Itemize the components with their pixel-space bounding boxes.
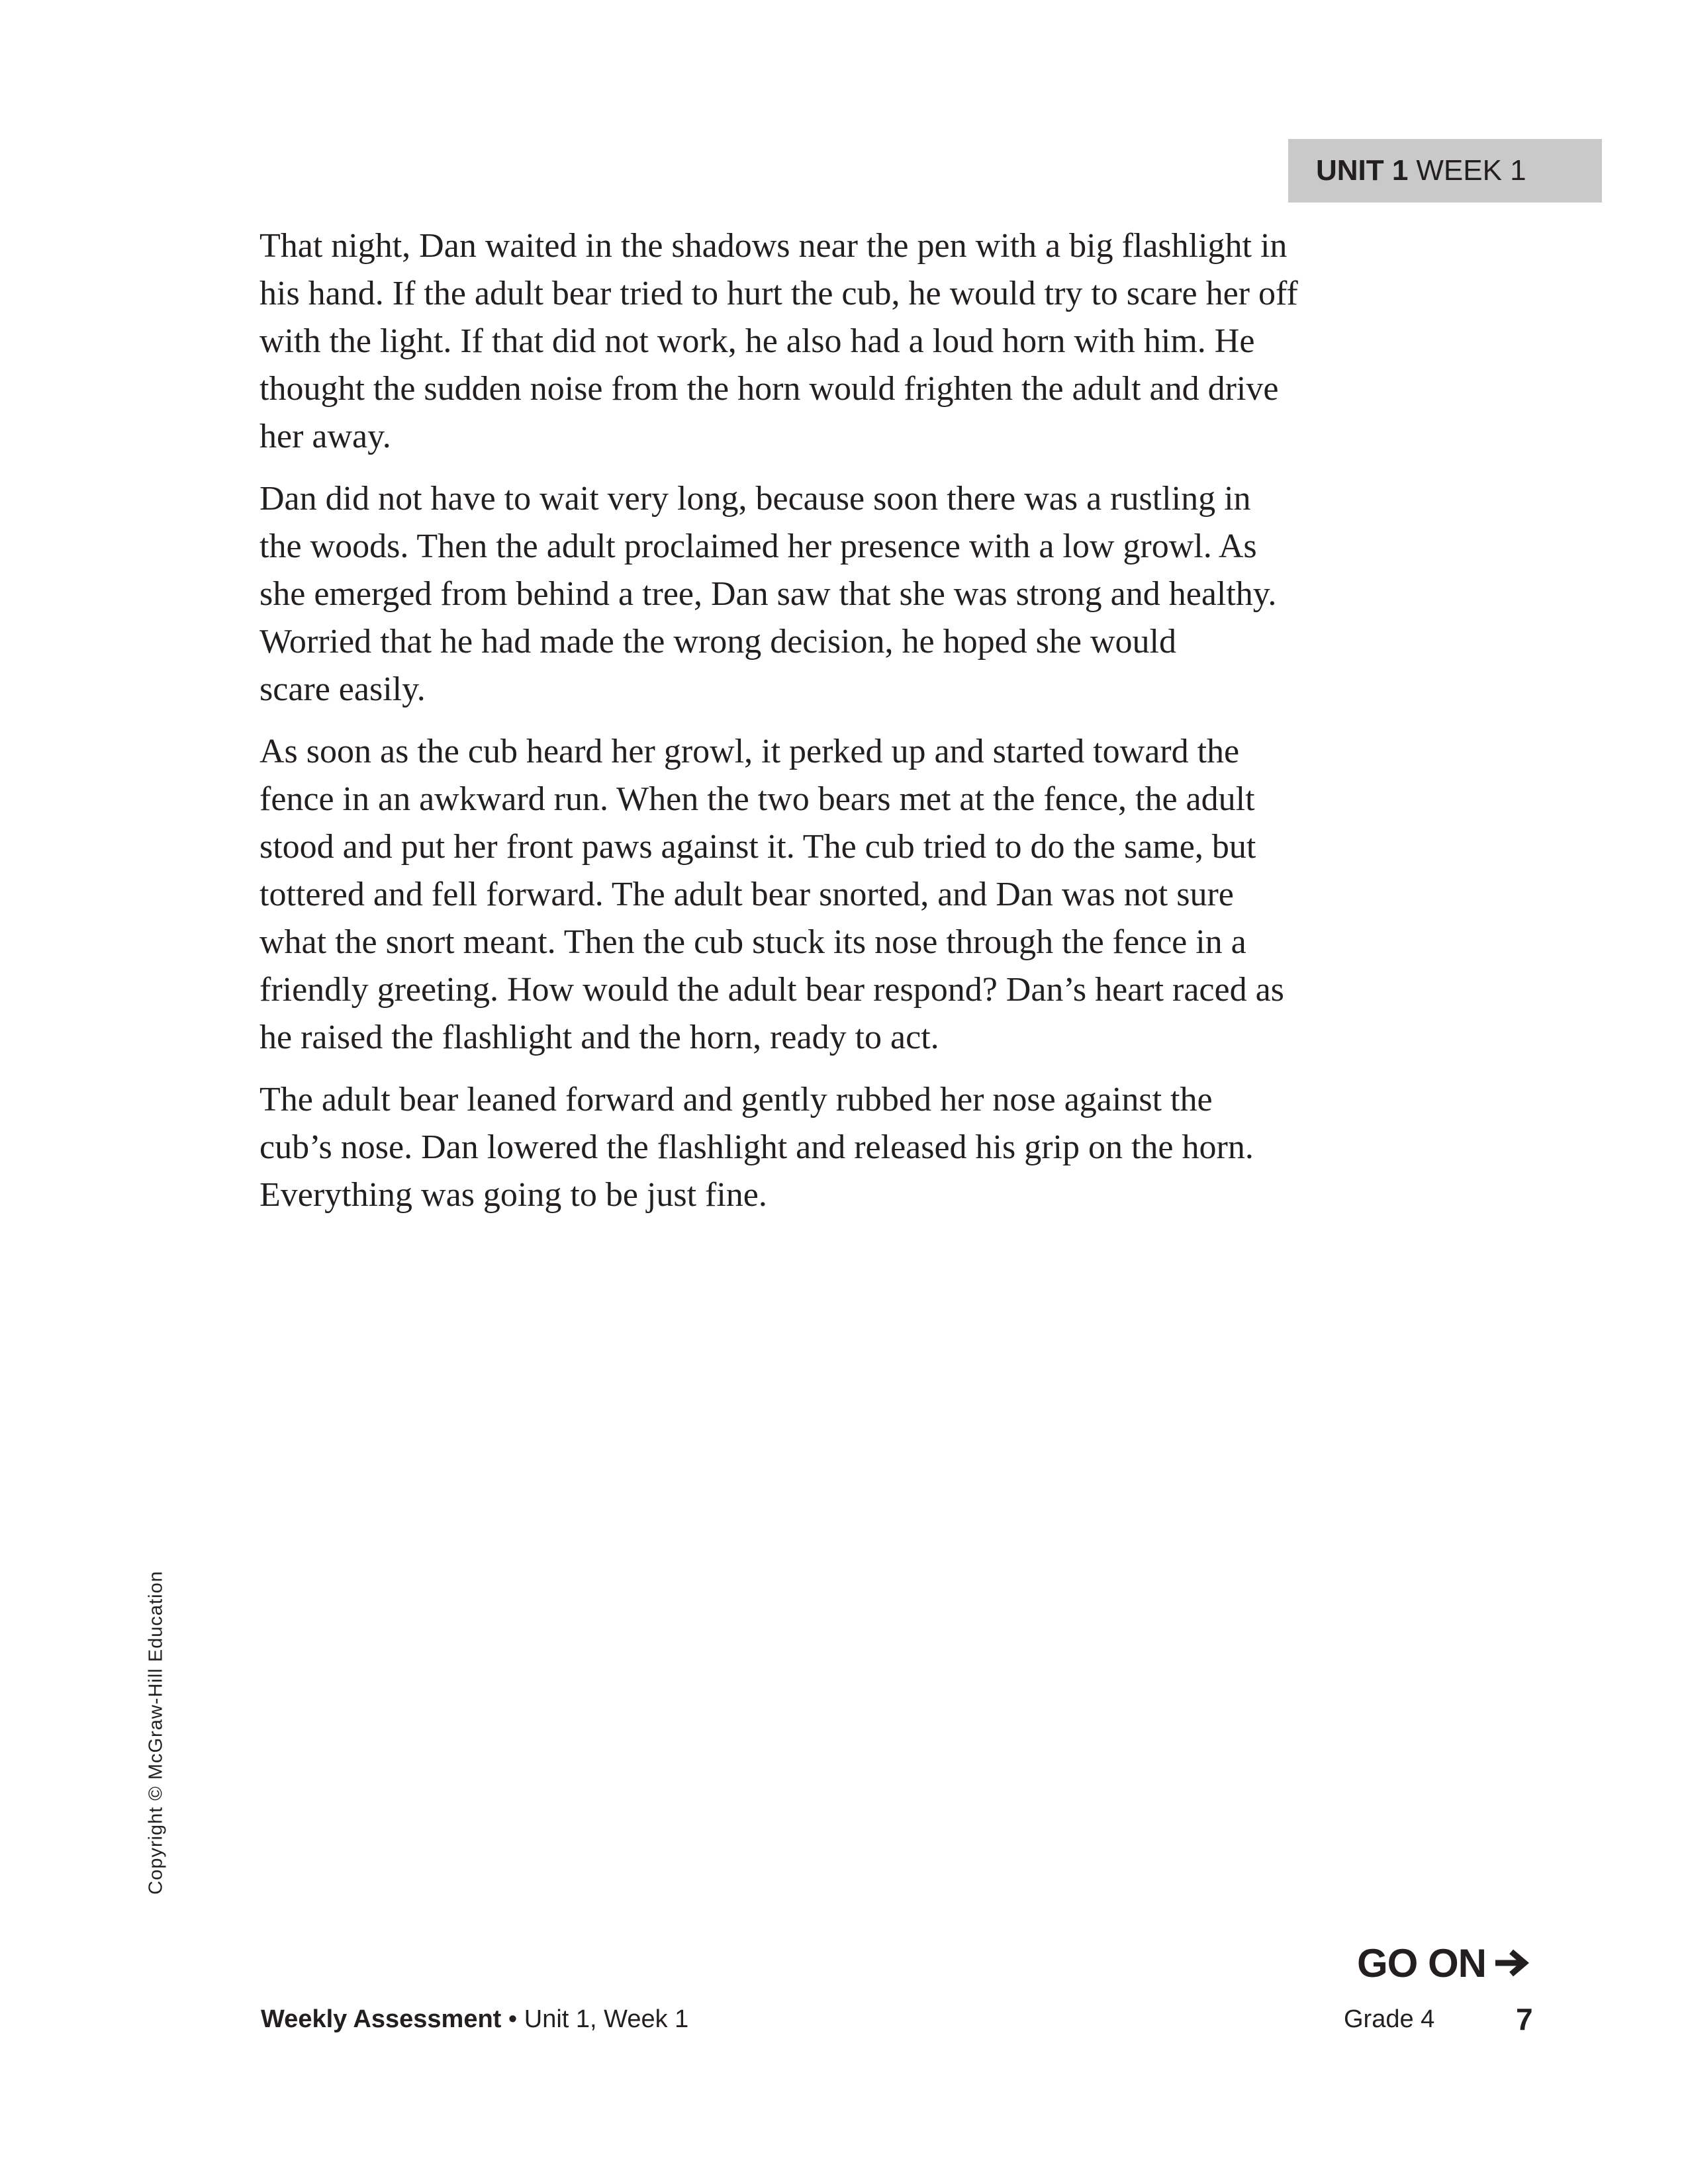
- text-line: The adult bear leaned forward and gently rubbed her nose against the: [259, 1081, 1213, 1118]
- copyright-notice: Copyright © McGraw-Hill Education: [145, 1570, 167, 1895]
- week-label: WEEK 1: [1416, 154, 1526, 187]
- unit-week-label: Unit 1, Week 1: [524, 2005, 689, 2033]
- text-line: tottered and fell forward. The adult bear snorted, and Dan was not sure: [259, 876, 1234, 913]
- text-line: her away.: [259, 418, 391, 455]
- text-line: friendly greeting. How would the adult bear respond? Dan’s heart raced as: [259, 971, 1284, 1009]
- page-number: 7: [1516, 2002, 1533, 2036]
- grade-label: Grade 4: [1344, 2005, 1435, 2033]
- assessment-label: Weekly Assessment: [261, 2005, 502, 2033]
- text-line: with the light. If that did not work, he also had a loud horn with him. He: [259, 322, 1255, 360]
- text-line: fence in an awkward run. When the two bears met at the fence, the adult: [259, 780, 1255, 818]
- footer-assessment-info: [261, 2005, 688, 2034]
- text-line: the woods. Then the adult proclaimed her presence with a low growl. As: [259, 527, 1257, 565]
- text-line: he raised the flashlight and the horn, ready to act.: [259, 1019, 939, 1056]
- text-line: his hand. If the adult bear tried to hurt the cub, he would try to scare her off: [259, 275, 1298, 312]
- paragraph-3: [259, 728, 1438, 1062]
- text-line: cub’s nose. Dan lowered the flashlight and released his grip on the horn.: [259, 1128, 1254, 1166]
- paragraph-1: [259, 222, 1438, 461]
- text-line: thought the sudden noise from the horn would frighten the adult and drive: [259, 370, 1279, 408]
- text-line: she emerged from behind a tree, Dan saw that she was strong and healthy.: [259, 575, 1277, 613]
- text-line: Worried that he had made the wrong decision, he hoped she would: [259, 623, 1176, 660]
- text-line: That night, Dan waited in the shadows near the pen with a big flashlight in: [259, 227, 1288, 265]
- story-text: [259, 222, 1438, 1234]
- text-line: Dan did not have to wait very long, because soon there was a rustling in: [259, 480, 1251, 518]
- text-line: Everything was going to be just fine.: [259, 1176, 767, 1214]
- text-line: stood and put her front paws against it. The cub tried to do the same, but: [259, 828, 1256, 866]
- paragraph-4: [259, 1076, 1438, 1219]
- unit-week-badge: [1288, 139, 1602, 203]
- paragraph-2: [259, 475, 1438, 713]
- arrow-right-icon: [1493, 1948, 1530, 1978]
- go-on-label: GO ON: [1357, 1940, 1487, 1985]
- go-on-prompt: [1357, 1938, 1530, 1988]
- footer-separator: •: [501, 2005, 524, 2033]
- text-line: scare easily.: [259, 670, 426, 708]
- unit-label: UNIT 1: [1316, 154, 1409, 187]
- text-line: what the snort meant. Then the cub stuck its nose through the fence in a: [259, 923, 1246, 961]
- text-line: As soon as the cub heard her growl, it perked up and started toward the: [259, 733, 1240, 770]
